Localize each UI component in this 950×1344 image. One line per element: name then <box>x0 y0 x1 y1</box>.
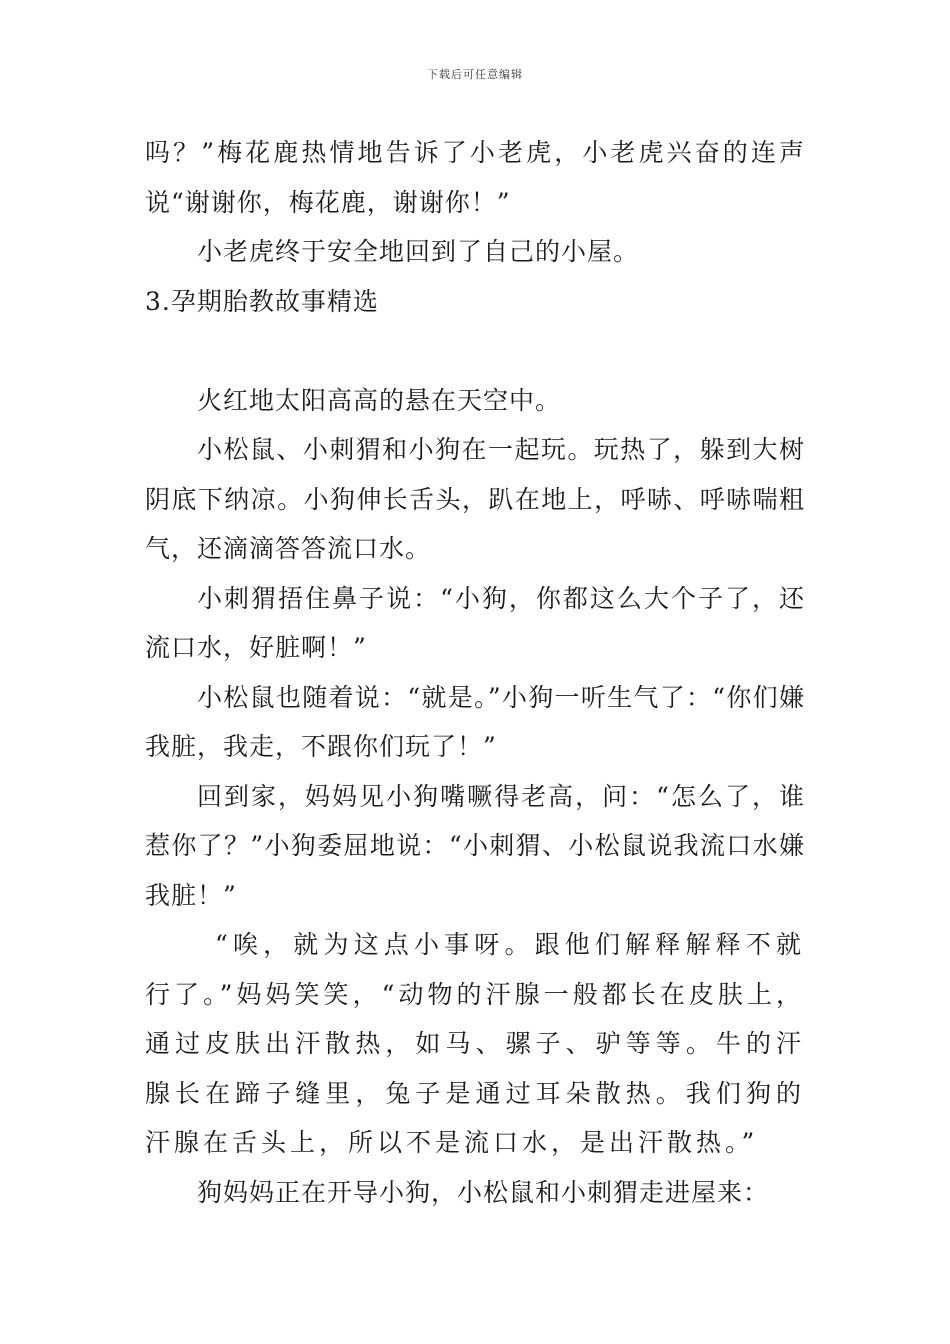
paragraph-tiger-home: 小老虎终于安全地回到了自己的小屋。 <box>197 237 640 266</box>
page-header-note: 下载后可任意编辑 <box>427 68 523 81</box>
paragraph-continuation: 吗？”梅花鹿热情地告诉了小老虎，小老虎兴奋的连声说“谢谢你，梅花鹿，谢谢你！” <box>145 138 805 217</box>
paragraph-friends-arrive: 狗妈妈正在开导小狗，小松鼠和小刺猬走进屋来： <box>197 1177 770 1207</box>
blank-line <box>145 326 805 376</box>
paragraph-mother-explains: “唉，就为这点小事呀。跟他们解释解释不就行了。”妈妈笑笑，“动物的汗腺一般都长在皮肤上，通过皮肤出汗散热，如马、骡子、驴等等。牛的汗腺长在蹄子缝里，兔子是通过耳朵散热。我们狗的汗腺在舌头上，所以不是流口水，是出汗散热。” <box>145 930 805 1157</box>
paragraph-sun: 火红地太阳高高的悬在天空中。 <box>197 385 562 415</box>
document-body <box>145 128 805 1217</box>
section-heading: 3.孕期胎教故事精选 <box>145 286 379 316</box>
paragraph-home: 回到家，妈妈见小狗嘴噘得老高，问：“怎么了，谁惹你了？”小狗委屈地说：“小刺猬、小松鼠说我流口水嫌我脏！” <box>145 781 805 910</box>
paragraph-playing: 小松鼠、小刺猬和小狗在一起玩。玩热了，躲到大树阴底下纳凉。小狗伸长舌头，趴在地上，呼哧、呼哧喘粗气，还滴滴答答流口水。 <box>145 435 805 563</box>
paragraph-squirrel: 小松鼠也随着说：“就是。”小狗一听生气了：“你们嫌我脏，我走，不跟你们玩了！” <box>145 682 805 761</box>
paragraph-hedgehog: 小刺猬捂住鼻子说：“小狗，你都这么大个子了，还流口水，好脏啊！” <box>145 583 805 662</box>
